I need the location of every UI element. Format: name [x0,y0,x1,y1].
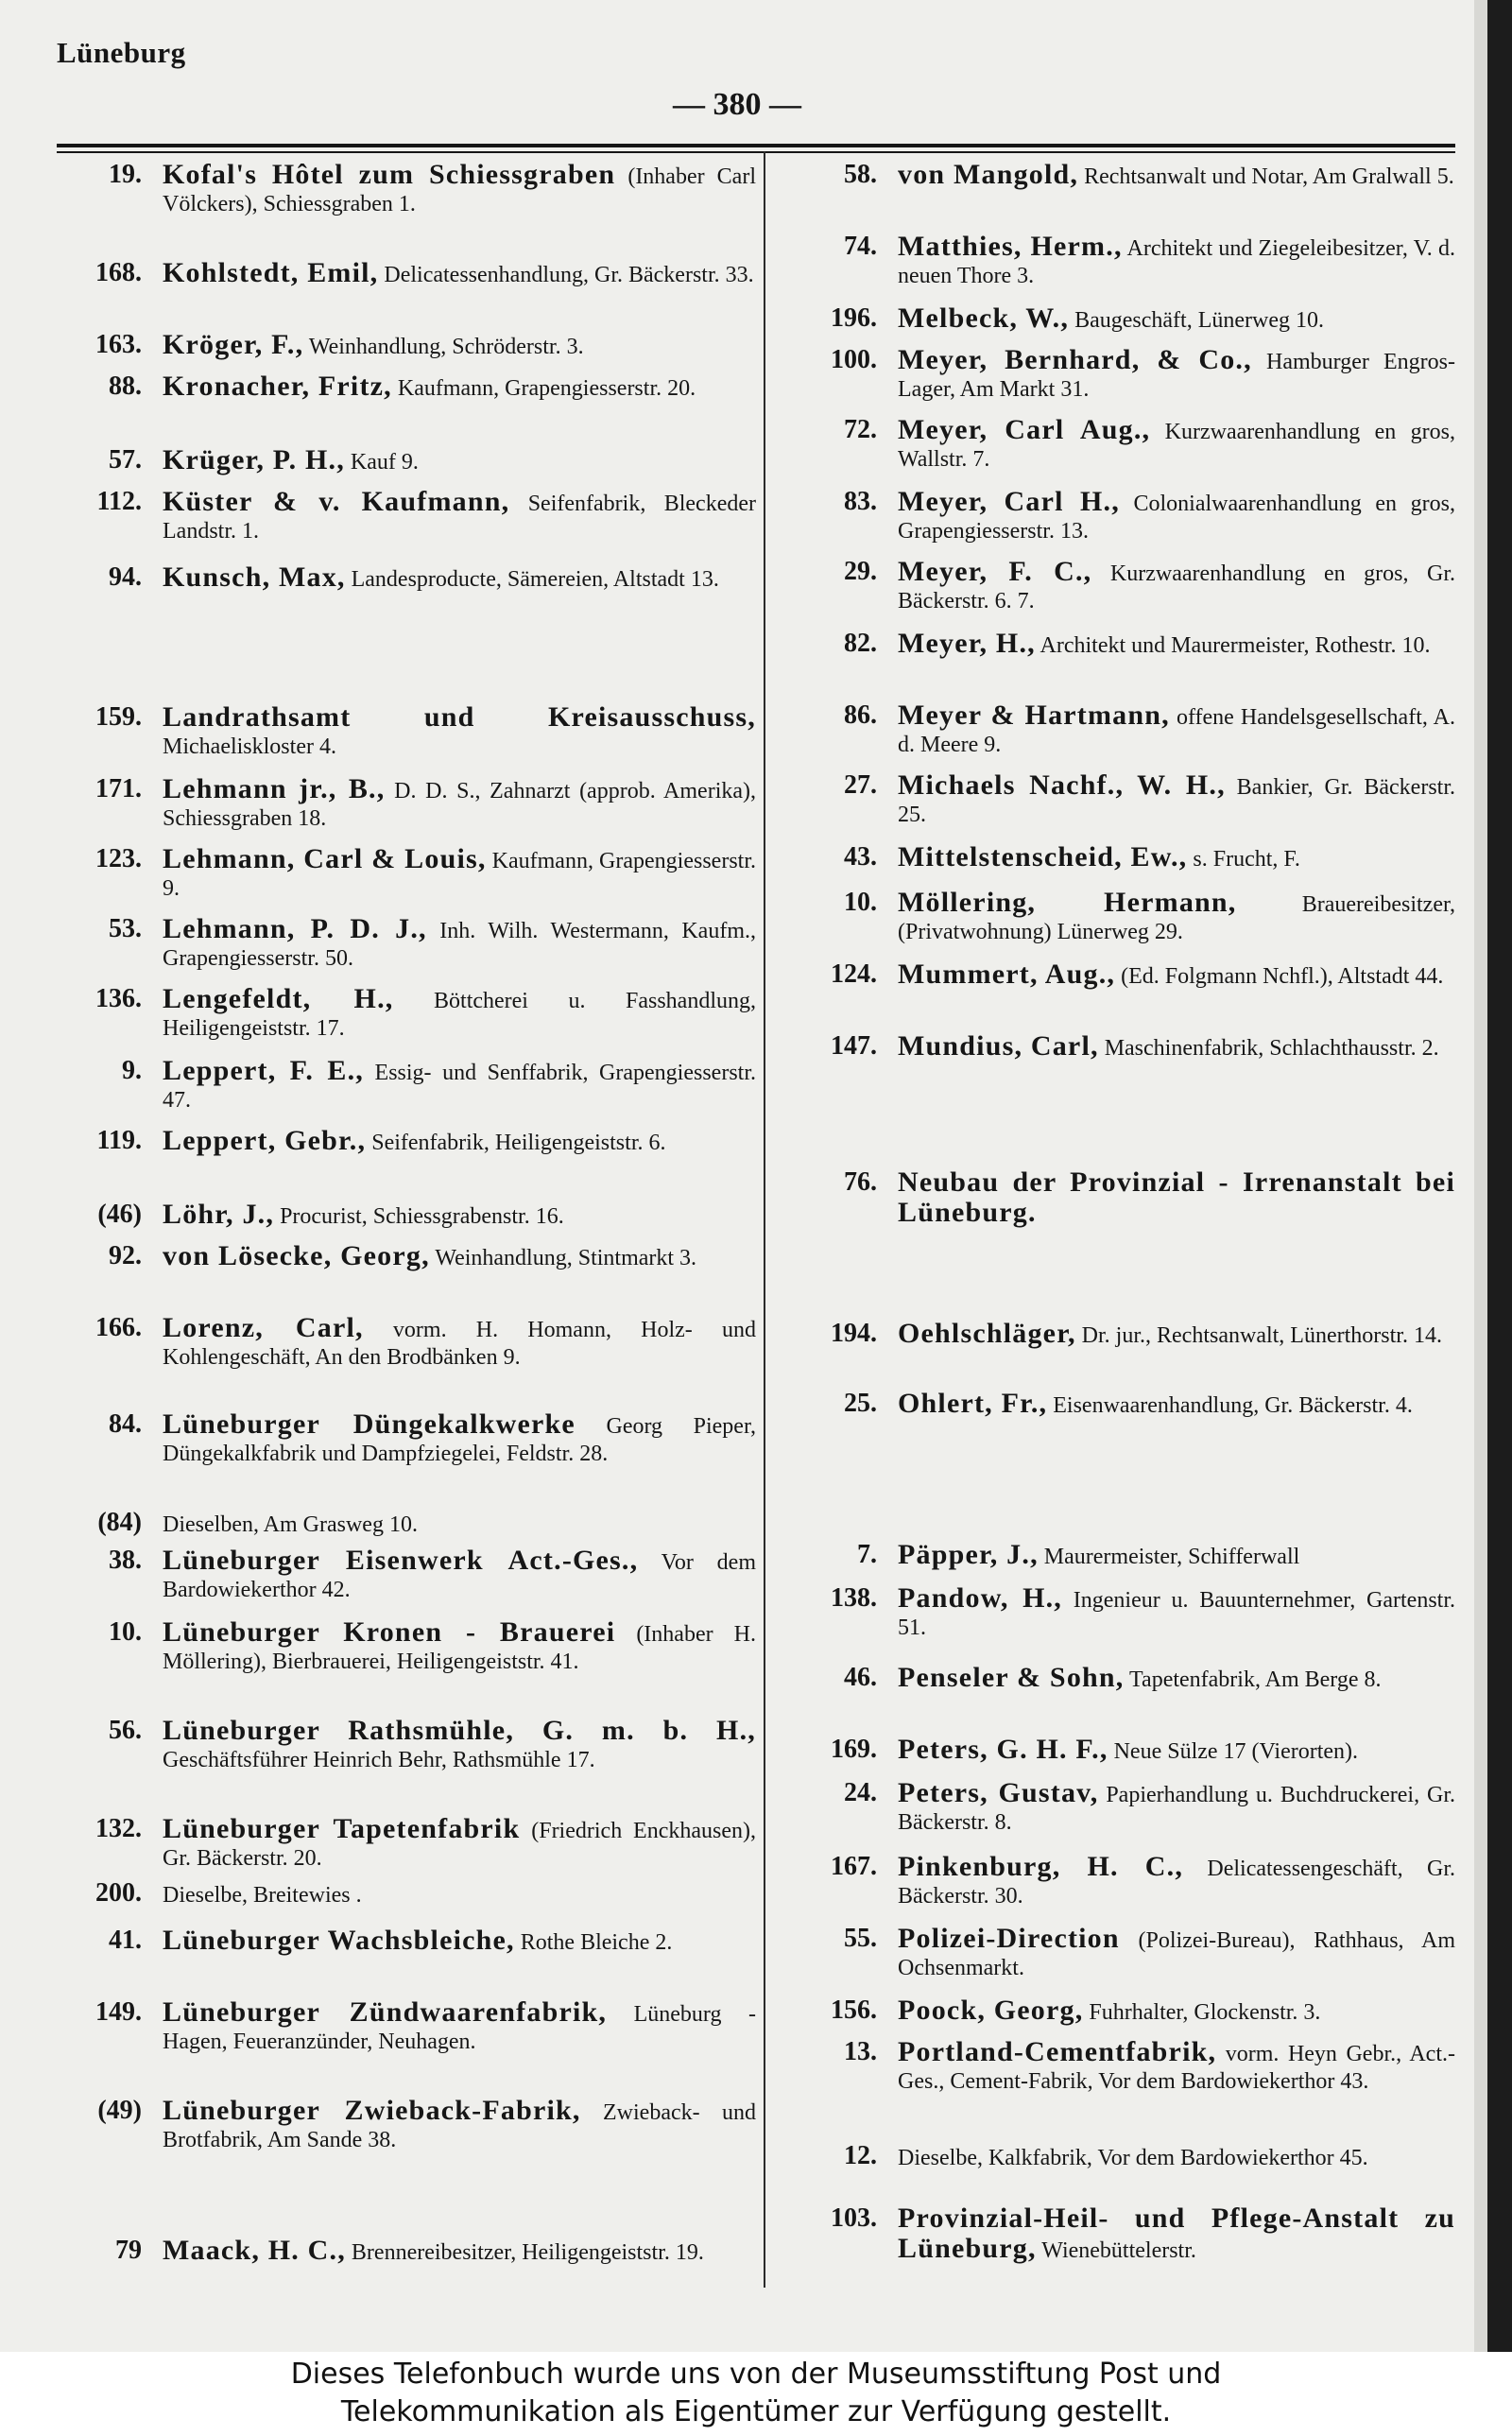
directory-entry [786,1664,1455,1694]
entry-name: Kohlstedt, Emil, [163,257,379,288]
entry-number: 92. [109,1241,142,1270]
entry-details: Neue Sülze 17 (Vierorten). [1108,1739,1359,1764]
entry-details: Kaufmann, Grapengiesserstr. 9. [163,849,756,901]
directory-entry [57,1998,756,2056]
entry-name: Meyer, H., [898,628,1036,659]
scan-edge [1487,0,1512,2352]
entry-number: 74. [844,232,877,261]
directory-entry [57,1546,756,1604]
entry-name: Leppert, Gebr., [163,1125,367,1156]
entry-details: Böttcherei u. Fasshandlung, Heiligengeiststr. 17. [163,989,756,1041]
entry-number: 159. [95,702,142,732]
page-header-city: Lüneburg [57,36,186,69]
entry-details: Bankier, Gr. Bäckerstr. 25. [898,775,1455,827]
entry-number: 10. [109,1617,142,1647]
entry-number: 169. [831,1735,877,1764]
entry-name: Poock, Georg, [898,1995,1084,2026]
entry-number: 55. [844,1924,877,1953]
entry-details: vorm. Heyn Gebr., Act.-Ges., Cement-Fabrik, Vor dem Bardowiekerthor 43. [898,2042,1455,2094]
entry-name: Peters, Gustav, [898,1777,1099,1808]
entry-number: 7. [857,1540,877,1569]
header-rule-thin [57,151,1455,153]
entry-number: 9. [122,1056,142,1085]
entry-name: Päpper, J., [898,1539,1039,1570]
entry-name: Kunsch, Max, [163,561,346,593]
entry-number: 163. [95,330,142,359]
entry-number: 88. [109,371,142,401]
header-rule [57,144,1455,147]
entry-number: 76. [844,1167,877,1197]
entry-name: Mittelstenscheid, Ew., [898,841,1188,872]
directory-entry [57,1410,756,1468]
entry-name: Lüneburger Zündwaarenfabrik, [163,1996,608,2028]
entry-number: 86. [844,700,877,730]
copyright-footer [0,2352,1512,2436]
directory-entry [57,1057,756,1114]
entry-name: Meyer, Bernhard, & Co., [898,344,1252,375]
entry-details: Baugeschäft, Lünerweg 10. [1069,308,1324,333]
entry-number: 149. [95,1997,142,2027]
entry-number: 196. [831,303,877,333]
entry-number: 46. [844,1663,877,1692]
directory-entry [57,985,756,1043]
directory-entry [57,446,756,476]
entry-name: Lüneburger Tapetenfabrik [163,1813,521,1844]
entry-name: Krüger, P. H., [163,444,345,475]
entry-number: 84. [109,1409,142,1439]
entry-number: 24. [844,1778,877,1807]
entry-name: Lehmann, P. D. J., [163,913,427,944]
entry-number: 171. [95,774,142,803]
directory-entry [57,488,756,545]
directory-entry [786,1779,1455,1837]
entry-name: Kofal's Hôtel zum Schiessgraben [163,159,616,190]
entry-name: Lehmann, Carl & Louis, [163,843,487,874]
entry-name: Möllering, Hermann, [898,887,1237,918]
directory-entry [57,845,756,903]
directory-entry [786,233,1455,290]
entry-number: 136. [95,984,142,1013]
directory-entry [57,161,756,218]
directory-entry [57,1618,756,1676]
entry-name: Penseler & Sohn, [898,1662,1125,1693]
entry-number: 132. [95,1814,142,1843]
entry-details: Colonialwaarenhandlung en gros, Grapengiesserstr. 13. [898,492,1455,544]
entry-number: 147. [831,1031,877,1061]
entry-details: Seifenfabrik, Bleckeder Landstr. 1. [163,492,756,544]
entry-name: Kronacher, Fritz, [163,371,392,402]
directory-entry [786,488,1455,545]
directory-entry [786,1168,1455,1229]
entry-number: 167. [831,1852,877,1881]
entry-number: 25. [844,1389,877,1418]
entry-details: Kauf 9. [344,450,419,475]
entry-name: Pinkenburg, H. C., [898,1851,1184,1882]
directory-entry [786,2038,1455,2096]
directory-entry [786,630,1455,660]
entry-number: 38. [109,1546,142,1575]
entry-name: Löhr, J., [163,1199,275,1230]
entry-details: Delicatessengeschäft, Gr. Bäckerstr. 30. [898,1857,1455,1909]
entry-details: (Polizei-Bureau), Rathhaus, Am Ochsenmarkt. [898,1928,1455,1980]
entry-details: (Ed. Folgmann Nchfl.), Altstadt 44. [1115,964,1444,989]
entry-details: Ingenieur u. Bauunternehmer, Gartenstr. 51. [898,1588,1455,1640]
entry-details: Dieselbe, Kalkfabrik, Vor dem Bardowiekerthor 45. [898,2146,1368,2170]
entry-name: Oehlschläger, [898,1318,1076,1349]
entry-number: 82. [844,629,877,658]
directory-entry [786,771,1455,829]
directory-entry [57,915,756,973]
entry-name: Maack, H. C., [163,2235,346,2266]
entry-number: 58. [844,160,877,189]
entry-number: (49) [97,2096,142,2125]
entry-details: Fuhrhalter, Glockenstr. 3. [1083,2000,1321,2025]
entry-number: 156. [831,1995,877,2025]
entry-details: Lüneburg - Hagen, Feueranzünder, Neuhagen. [163,2002,756,2054]
directory-entry [57,2097,756,2154]
entry-details: s. Frucht, F. [1187,847,1300,872]
entry-name: Meyer, Carl H., [898,486,1120,517]
entry-details: Vor dem Bardowiekerthor 42. [163,1550,756,1602]
entry-name: Landrathsamt und Kreisausschuss, [163,701,756,733]
footer-line-2: Telekommunikation als Eigentümer zur Verfügung gestellt. [340,2395,1172,2428]
entry-name: Ohlert, Fr., [898,1388,1048,1419]
directory-entry [786,701,1455,759]
entry-number: 103. [831,2203,877,2233]
directory-entry [786,1853,1455,1910]
directory-entry [786,416,1455,474]
entry-details: (Inhaber Carl Völckers), Schiessgraben 1. [163,164,756,216]
entry-number: 94. [109,562,142,592]
entry-name: Meyer, Carl Aug., [898,414,1151,445]
entry-details: offene Handelsgesellschaft, A. d. Meere 9. [898,705,1455,757]
entry-details: Architekt und Ziegeleibesitzer, V. d. neuen Thore 3. [898,236,1455,288]
adjacent-page-strip [1474,0,1487,2352]
entry-name: Lehmann jr., B., [163,773,386,804]
directory-entry [786,843,1455,873]
directory-entry [786,1541,1455,1571]
entry-details: Georg Pieper, Düngekalkfabrik und Dampfziegelei, Feldstr. 28. [163,1414,756,1466]
directory-entry [786,1390,1455,1420]
entry-number: 19. [109,160,142,189]
directory-entry [786,1584,1455,1642]
entry-number: 138. [831,1583,877,1613]
entry-number: 72. [844,415,877,444]
entry-name: Neubau der Provinzial - Irrenanstalt bei Lüneburg. [898,1166,1455,1228]
directory-entry [57,1201,756,1231]
entry-details: Weinhandlung, Stintmarkt 3. [429,1246,697,1270]
entry-number: 29. [844,557,877,586]
entry-details: vorm. H. Homann, Holz- und Kohlengeschäft, An den Brodbänken 9. [163,1318,756,1370]
entry-name: Matthies, Herm., [898,231,1123,262]
entry-details: Dieselben, Am Grasweg 10. [163,1512,418,1537]
entry-details: D. D. S., Zahnarzt (approb. Amerika), Schiessgraben 18. [163,779,756,831]
directory-entry [57,1509,756,1539]
entry-details: Kurzwaarenhandlung en gros, Wallstr. 7. [898,420,1456,472]
directory-entry [786,960,1455,991]
entry-details: Eisenwaarenhandlung, Gr. Bäckerstr. 4. [1047,1393,1413,1418]
directory-entry [786,1032,1455,1063]
directory-entry [57,331,756,361]
entry-number: 166. [95,1313,142,1342]
entry-number: 41. [109,1926,142,1955]
entry-details: Hamburger Engros-Lager, Am Markt 31. [898,350,1456,402]
directory-entry [57,1815,756,1873]
entry-number: 194. [831,1319,877,1348]
entry-details: Kurzwaarenhandlung en gros, Gr. Bäckerstr. 6. 7. [898,561,1455,613]
entry-number: (46) [97,1200,142,1229]
entry-name: Meyer, F. C., [898,556,1092,587]
entry-number: 83. [844,487,877,516]
entry-number: (84) [97,1508,142,1537]
directory-entry [786,558,1455,615]
entry-details: Brauereibesitzer, (Privatwohnung) Lünerweg 29. [898,892,1456,944]
entry-number: 112. [96,487,142,516]
entry-name: Kröger, F., [163,329,304,360]
directory-entry [786,161,1455,191]
entry-number: 12. [844,2141,877,2170]
directory-entry [57,1717,756,1774]
directory-entry [57,563,756,594]
entry-number: 13. [844,2037,877,2066]
entry-name: Provinzial-Heil- und Pflege-Anstalt zu Lüneburg, [898,2203,1455,2264]
directory-entry [57,372,756,403]
directory-entry [57,775,756,833]
page-number: — 380 — [673,87,801,122]
entry-number: 43. [844,842,877,872]
entry-details: Dr. jur., Rechtsanwalt, Lünerthorstr. 14. [1075,1323,1442,1348]
entry-number: 27. [844,770,877,800]
entry-number: 53. [109,914,142,943]
directory-entry [786,1320,1455,1350]
entry-name: Polizei-Direction [898,1923,1120,1954]
entry-name: Lüneburger Wachsbleiche, [163,1925,515,1956]
entry-name: Lüneburger Kronen - Brauerei [163,1616,616,1648]
entry-name: Lüneburger Düngekalkwerke [163,1408,576,1440]
entry-name: von Lösecke, Georg, [163,1240,430,1271]
entry-number: 10. [844,888,877,917]
directory-entry [786,2204,1455,2265]
entry-name: Meyer & Hartmann, [898,700,1170,731]
entry-details: Weinhandlung, Schröderstr. 3. [303,335,584,359]
directory-entry [57,2237,756,2267]
entry-details: Michaeliskloster 4. [163,734,336,759]
entry-details: (Inhaber H. Möllering), Bierbrauerei, Heiligengeiststr. 41. [163,1622,756,1674]
directory-entry [786,304,1455,335]
entry-number: 79 [115,2236,142,2265]
directory-entry [57,1314,756,1372]
directory-entry [786,1736,1455,1766]
entry-details: Rothe Bleiche 2. [514,1930,673,1955]
directory-entry [57,1127,756,1157]
entry-details: Delicatessenhandlung, Gr. Bäckerstr. 33. [378,263,754,287]
entry-number: 168. [95,258,142,287]
entry-name: Peters, G. H. F., [898,1734,1108,1765]
entry-name: Mummert, Aug., [898,959,1116,990]
directory-entry [57,1242,756,1272]
entry-name: Leppert, F. E., [163,1055,364,1086]
entry-name: Michaels Nachf., W. H., [898,769,1226,801]
entry-number: 100. [831,345,877,374]
entry-details: Inh. Wilh. Westermann, Kaufm., Grapengiesserstr. 50. [163,919,756,971]
entry-details: (Friedrich Enckhausen), Gr. Bäckerstr. 20. [163,1819,757,1871]
directory-entry [786,889,1455,946]
entry-name: Portland-Cementfabrik, [898,2036,1217,2067]
entry-details: Geschäftsführer Heinrich Behr, Rathsmühle 17. [163,1748,595,1772]
entry-details: Papierhandlung u. Buchdruckerei, Gr. Bäckerstr. 8. [898,1783,1456,1835]
entry-details: Maurermeister, Schifferwall [1038,1545,1300,1569]
entry-details: Dieselbe, Breitewies . [163,1883,362,1908]
entry-name: Pandow, H., [898,1582,1063,1614]
entry-details: Architekt und Maurermeister, Rothestr. 10. [1035,633,1431,658]
entry-name: Küster & v. Kaufmann, [163,486,510,517]
entry-number: 123. [95,844,142,873]
entry-number: 119. [96,1126,142,1155]
entry-name: Melbeck, W., [898,302,1070,334]
entry-name: Lüneburger Rathsmühle, G. m. b. H., [163,1715,756,1746]
directory-entry [57,1926,756,1957]
entry-number: 200. [95,1878,142,1908]
entry-name: Lüneburger Eisenwerk Act.-Ges., [163,1545,639,1576]
entry-details: Essig- und Senffabrik, Grapengiesserstr. 47. [163,1061,756,1113]
entry-number: 124. [831,959,877,989]
entry-details: Seifenfabrik, Heiligengeiststr. 6. [366,1131,666,1155]
entry-details: Wienebüttelerstr. [1036,2238,1196,2263]
entry-details: Zwieback- und Brotfabrik, Am Sande 38. [163,2100,756,2152]
entry-details: Tapetenfabrik, Am Berge 8. [1124,1667,1382,1692]
directory-entry [786,1925,1455,1982]
directory-entry [786,2142,1455,2172]
entry-number: 56. [109,1716,142,1745]
directory-entry [57,703,756,761]
entry-name: Lengefeldt, H., [163,983,394,1014]
entry-name: Lüneburger Zwieback-Fabrik, [163,2095,581,2126]
entry-name: Lorenz, Carl, [163,1312,364,1343]
entry-details: Rechtsanwalt und Notar, Am Gralwall 5. [1078,164,1454,189]
entry-name: von Mangold, [898,159,1079,190]
column-divider [764,151,765,2288]
directory-entry [786,346,1455,404]
directory-entry [57,1879,756,1909]
entry-details: Kaufmann, Grapengiesserstr. 20. [391,376,696,401]
directory-entry [786,1996,1455,2027]
entry-details: Procurist, Schiessgrabenstr. 16. [274,1204,564,1229]
entry-details: Brennereibesitzer, Heiligengeiststr. 19. [345,2240,704,2265]
entry-details: Landesproducte, Sämereien, Altstadt 13. [345,567,719,592]
directory-entry [57,259,756,289]
entry-name: Mundius, Carl, [898,1030,1099,1062]
footer-line-1: Dieses Telefonbuch wurde uns von der Museumsstiftung Post und [290,2358,1222,2391]
entry-details: Maschinenfabrik, Schlachthausstr. 2. [1098,1036,1439,1061]
entry-number: 57. [109,445,142,475]
